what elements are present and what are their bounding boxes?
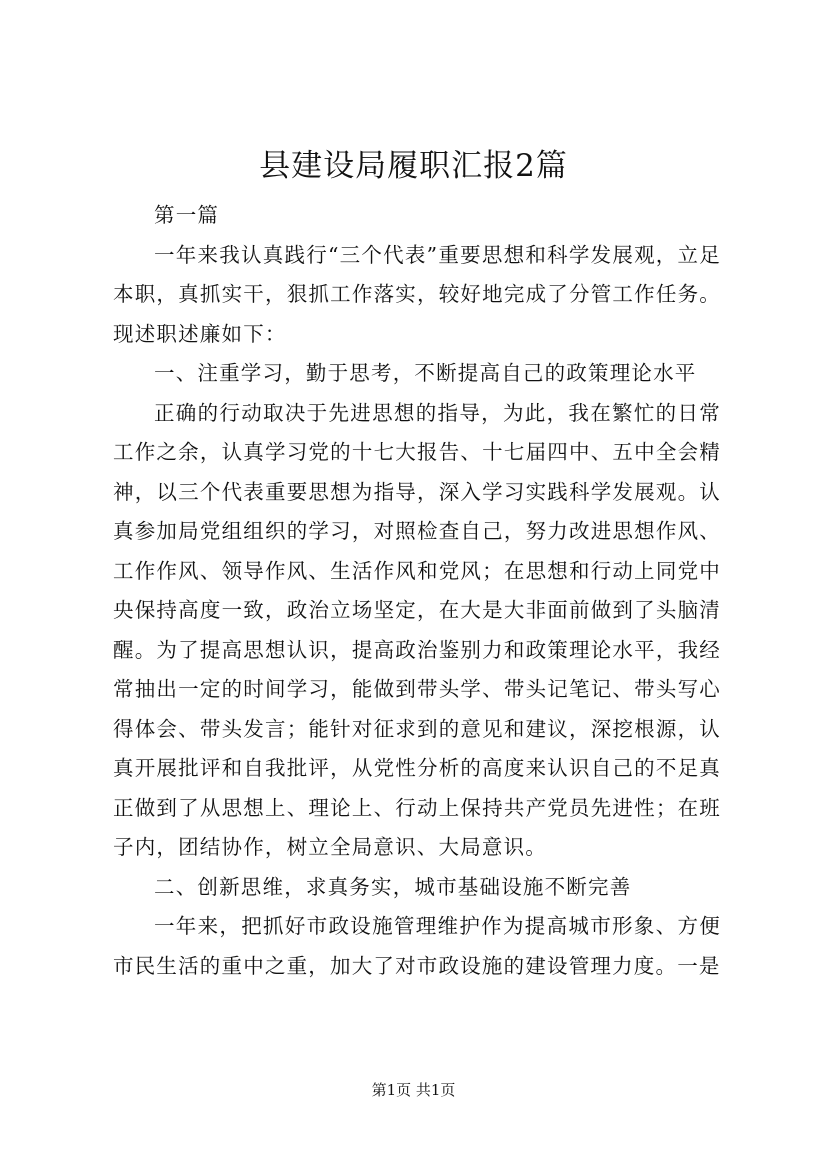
body-paragraph: 正确的行动取决于先进思想的指导，为此，我在繁忙的日常工作之余，认真学习党的十七大报告、十七届四中、五中全会精神，以三个代表重要思想为指导，深入学习实践科学发展观。认真参加局党组组织的学习，对照检查自己，努力改进思想作风、工作作风、领导作风、生活作风和党风；在思想和行动上同党中央保持高度一致，政治立场坚定，在大是大非面前做到了头脑清醒。为了提高思想认识，提高政治鉴别力和政策理论水平，我经常抽出一定的时间学习，能做到带头学、带头记笔记、带头写心得体会、带头发言；能针对征求到的意见和建议，深挖根源，认真开展批评和自我批评，从党性分析的高度来认识自己的不足真正做到了从思想上、理论上、行动上保持共产党员先进性；在班子内，团结协作，树立全局意识、大局意识。 bbox=[113, 400, 721, 859]
page-footer: 第1页 共1页 bbox=[371, 1081, 456, 1099]
body-paragraph: 一年来我认真践行“三个代表”重要思想和科学发展观，立足本职，真抓实干，狠抓工作落实，较好地完成了分管工作任务。现述职述廉如下： bbox=[113, 242, 721, 346]
document-title: 县建设局履职汇报2篇 bbox=[259, 148, 568, 184]
document-body bbox=[113, 196, 721, 986]
section-heading: 第一篇 bbox=[154, 203, 220, 227]
section-heading: 二、创新思维，求真务实，城市基础设施不断完善 bbox=[154, 874, 632, 899]
body-paragraph: 一年来，把抓好市政设施管理维护作为提高城市形象、方便市民生活的重中之重，加大了对市政设施的建设管理力度。一是 bbox=[113, 914, 721, 978]
section-heading: 一、注重学习，勤于思考，不断提高自己的政策理论水平 bbox=[154, 361, 697, 385]
